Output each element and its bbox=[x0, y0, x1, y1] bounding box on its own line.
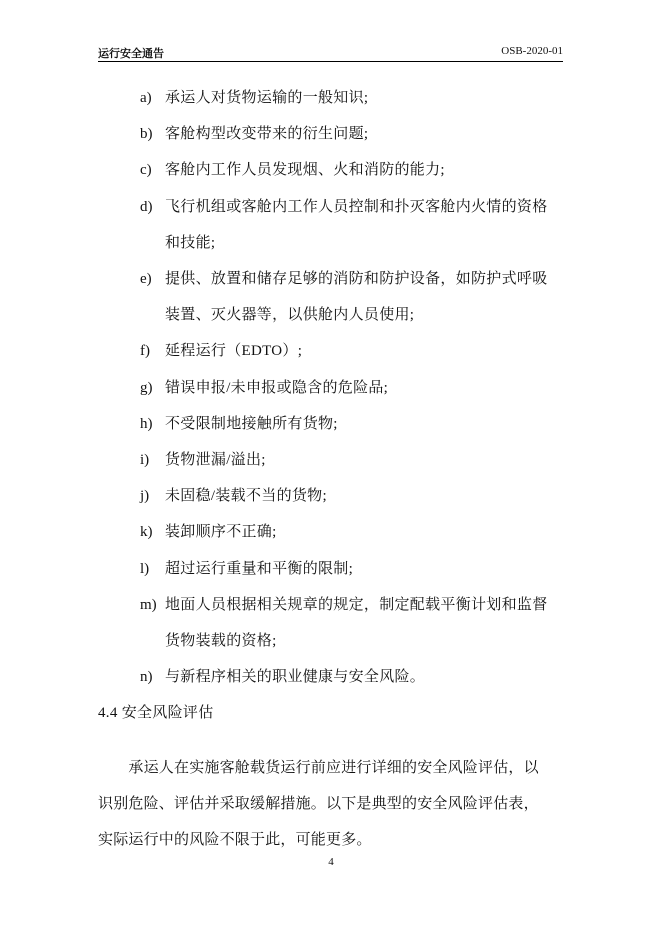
list-item-label: m) bbox=[140, 596, 157, 613]
list-item-text: 装置、灭火器等，以供舱内人员使用; bbox=[165, 307, 415, 324]
list-item-label: b) bbox=[140, 126, 153, 143]
list-item-text: 客舱构型改变带来的衍生问题; bbox=[165, 126, 369, 143]
list-item-label: g) bbox=[140, 379, 153, 396]
list-item-label: i) bbox=[140, 452, 150, 468]
list-item-text: 超过运行重量和平衡的限制; bbox=[165, 560, 354, 577]
list-item-text: 货物泄漏/溢出; bbox=[165, 452, 266, 468]
list-item-text: 承运人对货物运输的一般知识; bbox=[165, 90, 369, 106]
paragraph-line: 承运人在实施客舱载货运行前应进行详细的安全风险评估，以 bbox=[98, 760, 539, 776]
list-item-label: f) bbox=[140, 343, 150, 360]
list-item-text: 飞行机组或客舱内工作人员控制和扑灭客舱内火情的资格 bbox=[165, 198, 548, 215]
list-item-label: j) bbox=[140, 488, 150, 505]
page-number: 4 bbox=[328, 856, 334, 868]
paragraph-line: 识别危险、评估并采取缓解措施。以下是典型的安全风险评估表， bbox=[98, 796, 539, 812]
header-left: 运行安全通告 bbox=[98, 48, 164, 60]
list-item-text: 提供、放置和储存足够的消防和防护设备，如防护式呼吸 bbox=[165, 271, 548, 287]
list-item-text: 和技能; bbox=[165, 234, 216, 251]
list-item-label: n) bbox=[140, 669, 153, 686]
header-right: OSB-2020-01 bbox=[501, 45, 563, 57]
header-rule bbox=[98, 61, 563, 62]
list-item-text: 装卸顺序不正确; bbox=[165, 524, 277, 541]
list-item-text: 未固稳/装载不当的货物; bbox=[165, 488, 327, 505]
list-item-label: h) bbox=[140, 415, 153, 432]
list-item-label: k) bbox=[140, 524, 153, 541]
paragraph-line: 实际运行中的风险不限于此，可能更多。 bbox=[98, 832, 372, 848]
list-item-label: e) bbox=[140, 271, 152, 287]
section-heading: 4.4 安全风险评估 bbox=[98, 705, 214, 721]
list-item-text: 地面人员根据相关规章的规定，制定配载平衡计划和监督 bbox=[165, 596, 548, 613]
list-item-label: a) bbox=[140, 90, 152, 106]
list-item-label: c) bbox=[140, 162, 152, 179]
list-item-text: 与新程序相关的职业健康与安全风险。 bbox=[165, 669, 426, 686]
list-item-text: 货物装载的资格; bbox=[165, 633, 277, 649]
list-item-label: d) bbox=[140, 198, 153, 215]
list-item-text: 延程运行（EDTO）; bbox=[165, 343, 303, 360]
list-item-text: 客舱内工作人员发现烟、火和消防的能力; bbox=[165, 162, 445, 179]
list-item-text: 错误申报/未申报或隐含的危险品; bbox=[165, 379, 389, 396]
list-item-text: 不受限制地接触所有货物; bbox=[165, 415, 338, 432]
list-item-label: l) bbox=[140, 560, 150, 577]
